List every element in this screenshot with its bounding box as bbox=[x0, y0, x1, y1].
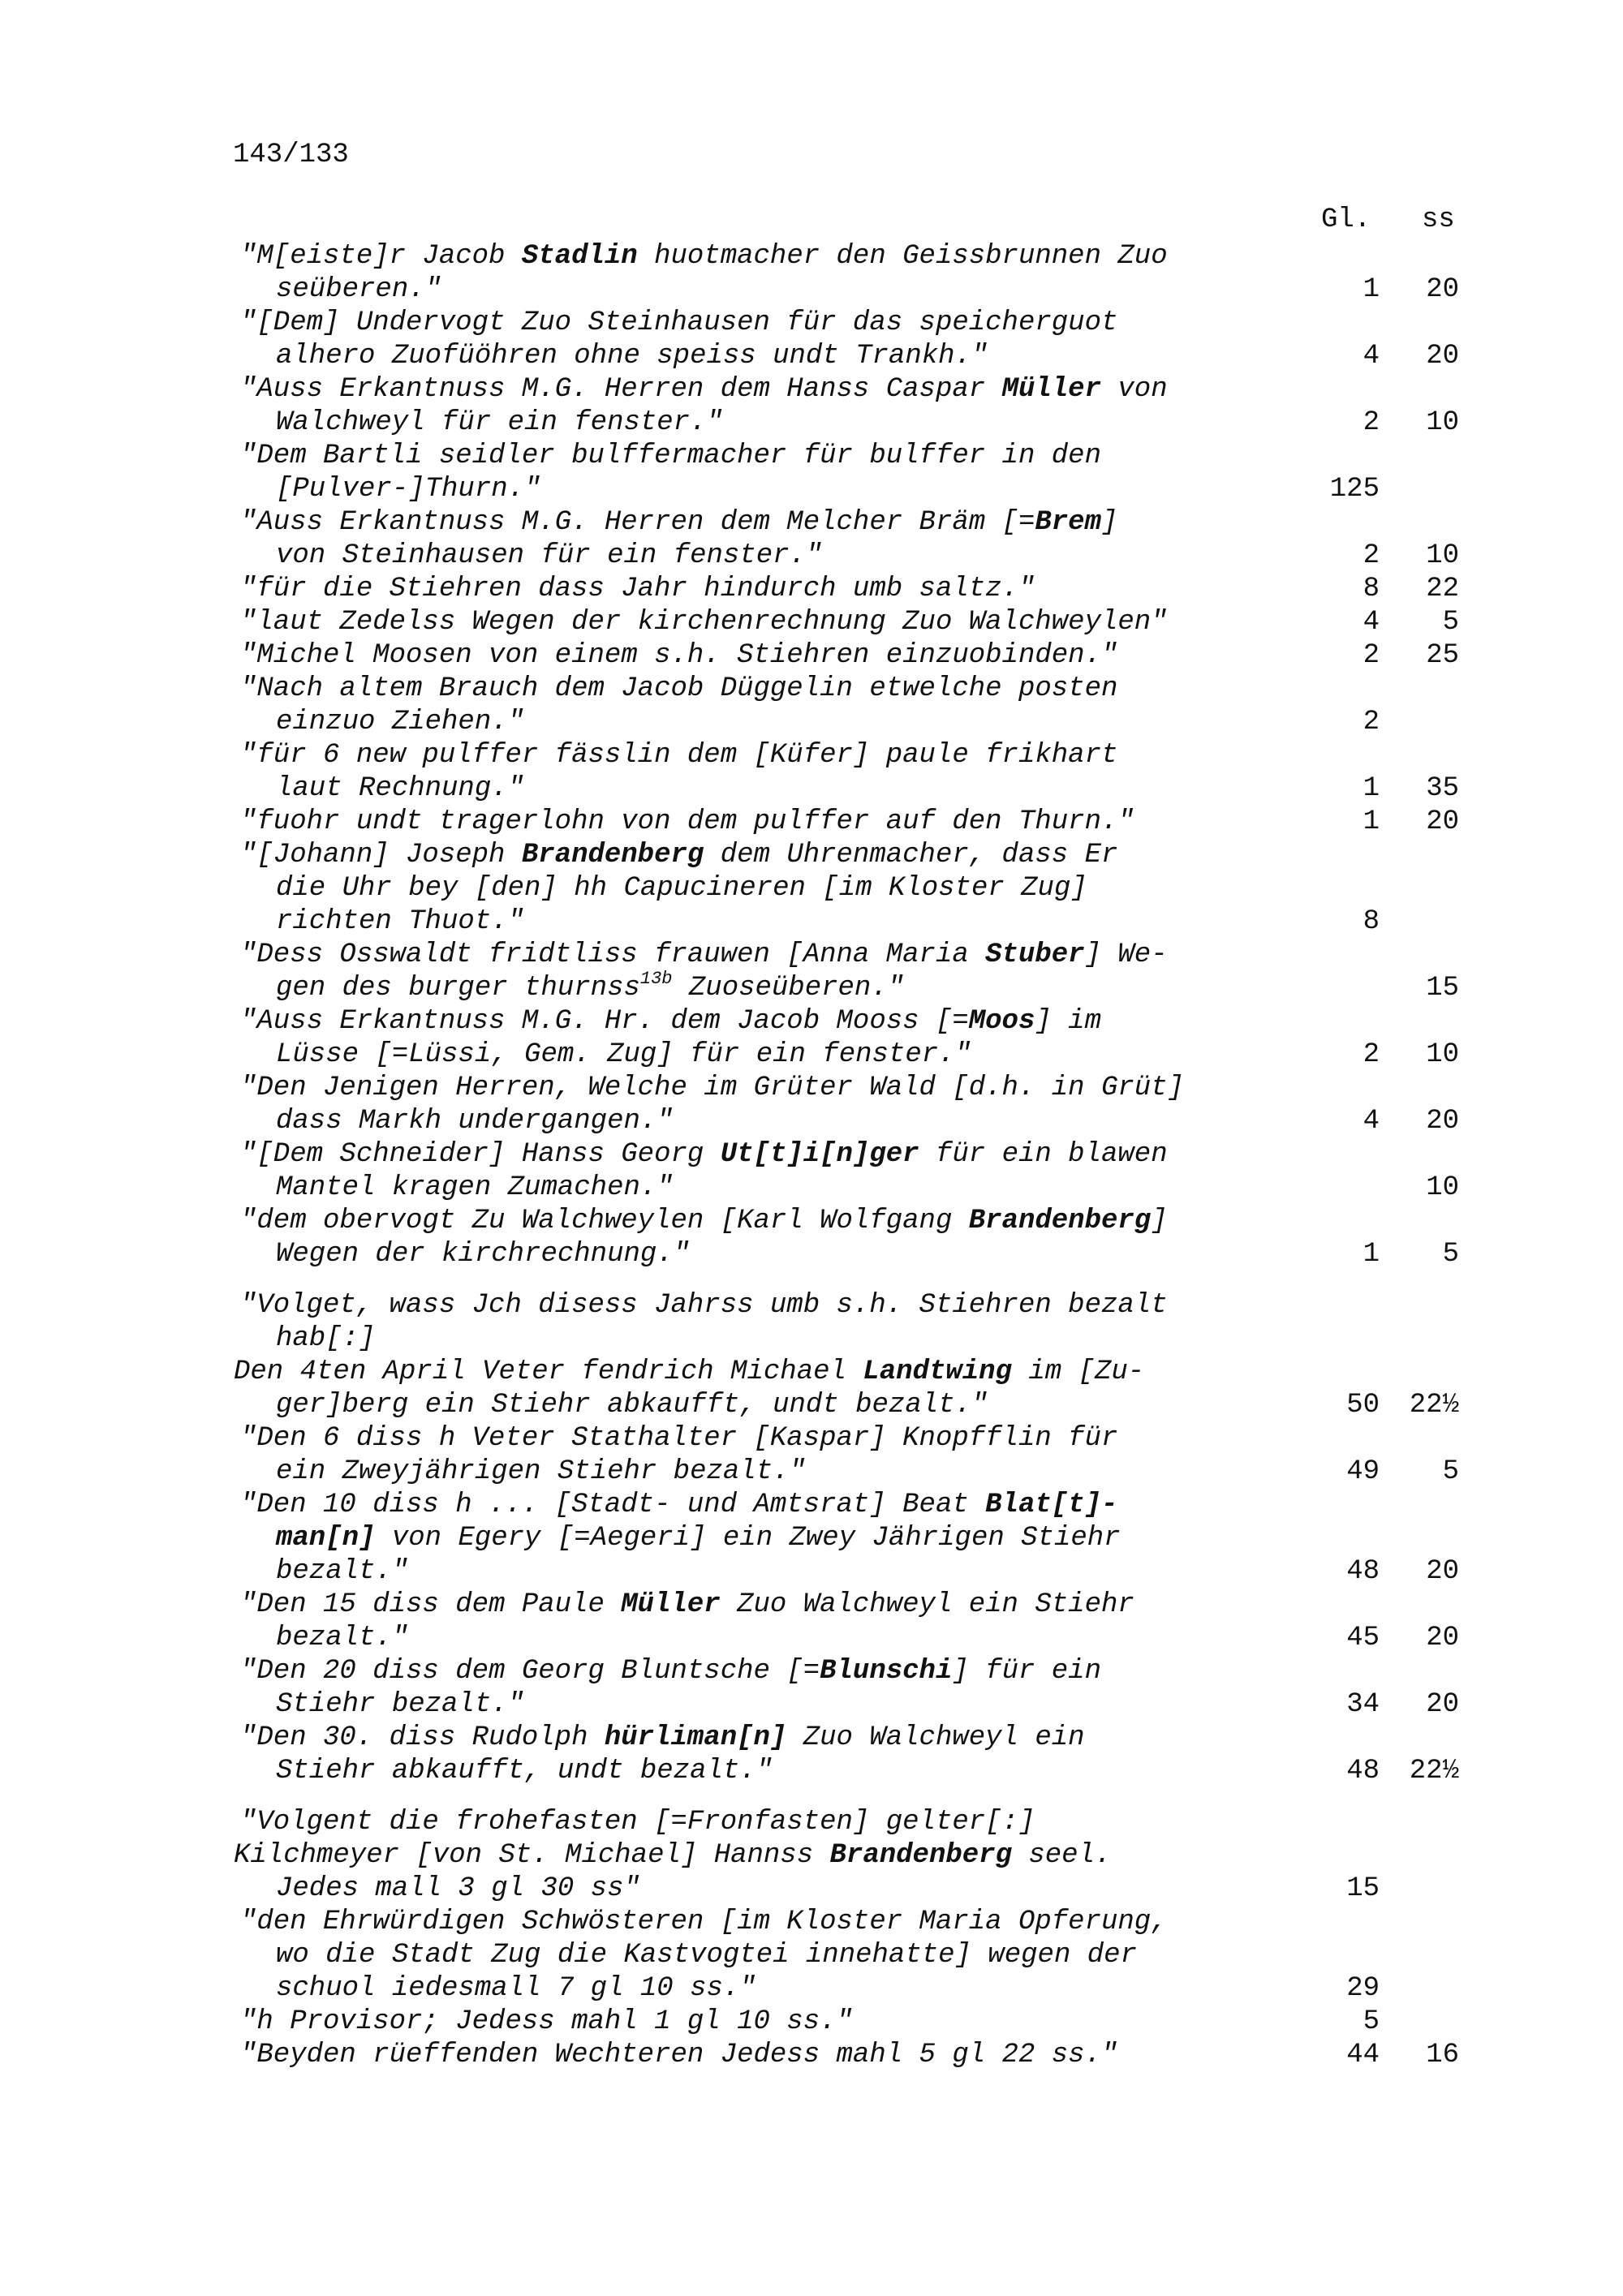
bold-name: Moos bbox=[968, 1006, 1035, 1037]
ledger-line: "Den 15 diss dem Paule Müller Zuo Walchweyl ein Stiehr bbox=[240, 1589, 1134, 1620]
ledger-line: "den Ehrwürdigen Schwösteren [im Kloster Maria Opferung, bbox=[240, 1907, 1168, 1937]
bold-name: Brandenberg bbox=[829, 1840, 1012, 1871]
ledger-line: bezalt." bbox=[276, 1556, 409, 1587]
ledger-line: Den 4ten April Veter fendrich Michael Landtwing im [Zu- bbox=[234, 1357, 1145, 1387]
ledger-line: "Beyden rüeffenden Wechteren Jedess mahl 5 gl 22 ss." bbox=[240, 2040, 1118, 2070]
amount-gulden: 5 bbox=[1363, 2006, 1380, 2037]
amount-schilling: 35 bbox=[1426, 773, 1459, 804]
amount-gulden: 1 bbox=[1363, 806, 1380, 837]
bold-name: Brandenberg bbox=[968, 1206, 1152, 1236]
amount-gulden: 34 bbox=[1346, 1689, 1380, 1720]
ledger-line: "[Dem Schneider] Hanss Georg Ut[t]i[n]ger für ein blawen bbox=[240, 1139, 1168, 1170]
ledger-line: "Volget, wass Jch disess Jahrss umb s.h. Stiehren bezalt bbox=[240, 1290, 1168, 1321]
amount-schilling: 10 bbox=[1426, 1039, 1459, 1070]
ledger-line: "Auss Erkantnuss M.G. Herren dem Hanss Caspar Müller von bbox=[240, 374, 1168, 405]
ledger-line: "Michel Moosen von einem s.h. Stiehren einzuobinden." bbox=[240, 640, 1118, 671]
ledger-line: "fuohr undt tragerlohn von dem pulffer auf den Thurn." bbox=[240, 806, 1134, 837]
amount-gulden: 44 bbox=[1346, 2040, 1380, 2070]
ledger-line: hab[:] bbox=[276, 1323, 376, 1354]
ledger-line: "M[eiste]r Jacob Stadlin huotmacher den Geissbrunnen Zuo bbox=[240, 241, 1168, 272]
amount-gulden: 45 bbox=[1346, 1623, 1380, 1653]
ledger-line: "Dem Bartli seidler bulffermacher für bulffer in den bbox=[240, 441, 1101, 471]
column-header-gulden: Gl. bbox=[1321, 204, 1371, 235]
ledger-line: "für die Stiehren dass Jahr hindurch umb saltz." bbox=[240, 574, 1035, 604]
ledger-line: laut Rechnung." bbox=[276, 773, 525, 804]
amount-schilling: 15 bbox=[1426, 973, 1459, 1004]
ledger-line: "h Provisor; Jedess mahl 1 gl 10 ss." bbox=[240, 2006, 853, 2037]
ledger-line: "Dess Osswaldt fridtliss frauwen [Anna Maria Stuber] We- bbox=[240, 939, 1168, 970]
ledger-line: gen des burger thurnss$^{13b}$ Zuoseüberen." bbox=[276, 969, 905, 1004]
amount-gulden: 48 bbox=[1346, 1556, 1380, 1587]
amount-schilling: 20 bbox=[1426, 1556, 1459, 1587]
amount-schilling: 20 bbox=[1426, 1106, 1459, 1137]
bold-name: Blunschi bbox=[820, 1656, 953, 1687]
column-header-schilling: ss bbox=[1422, 204, 1455, 235]
ledger-line: "[Johann] Joseph Brandenberg dem Uhrenmacher, dass Er bbox=[240, 840, 1118, 871]
bold-name: Brandenberg bbox=[521, 840, 704, 871]
amount-schilling: 16 bbox=[1426, 2040, 1459, 2070]
amount-gulden: 48 bbox=[1346, 1756, 1380, 1786]
ledger-line: man[n] von Egery [=Aegeri] ein Zwey Jährigen Stiehr bbox=[276, 1523, 1121, 1554]
amount-gulden: 2 bbox=[1363, 707, 1380, 737]
amount-gulden: 49 bbox=[1346, 1456, 1380, 1487]
ledger-line: dass Markh undergangen." bbox=[276, 1106, 674, 1137]
ledger-line: "dem obervogt Zu Walchweylen [Karl Wolfgang Brandenberg] bbox=[240, 1206, 1168, 1236]
ledger-line: Jedes mall 3 gl 30 ss" bbox=[276, 1873, 640, 1904]
ledger-line: "[Dem] Undervogt Zuo Steinhausen für das speicherguot bbox=[240, 307, 1118, 338]
ledger-line: "Den 30. diss Rudolph hürliman[n] Zuo Walchweyl ein bbox=[240, 1722, 1085, 1753]
amount-schilling: 20 bbox=[1426, 1623, 1459, 1653]
amount-schilling: 10 bbox=[1426, 407, 1459, 438]
ledger-line: Wegen der kirchrechnung." bbox=[276, 1239, 691, 1270]
ledger-line: ger]berg ein Stiehr abkaufft, undt bezalt." bbox=[276, 1390, 988, 1421]
ledger-line: schuol iedesmall 7 gl 10 ss." bbox=[276, 1973, 756, 2004]
amount-schilling: 5 bbox=[1442, 607, 1459, 638]
amount-gulden: 1 bbox=[1363, 274, 1380, 305]
ledger-line: bezalt." bbox=[276, 1623, 409, 1653]
ledger-line: "laut Zedelss Wegen der kirchenrechnung Zuo Walchweylen" bbox=[240, 607, 1168, 638]
ledger-line: Mantel kragen Zumachen." bbox=[276, 1172, 674, 1203]
page-number: 143/133 bbox=[233, 140, 349, 170]
amount-schilling: 22½ bbox=[1409, 1756, 1459, 1786]
amount-gulden: 29 bbox=[1346, 1973, 1380, 2004]
amount-gulden: 1 bbox=[1363, 1239, 1380, 1270]
ledger-line: wo die Stadt Zug die Kastvogtei innehatte] wegen der bbox=[276, 1940, 1137, 1971]
amount-schilling: 10 bbox=[1426, 540, 1459, 571]
bold-name: Brem bbox=[1035, 507, 1101, 538]
bold-name: Blat[t]- bbox=[985, 1490, 1118, 1520]
amount-schilling: 5 bbox=[1442, 1456, 1459, 1487]
amount-schilling: 22½ bbox=[1409, 1390, 1459, 1421]
amount-gulden: 4 bbox=[1363, 607, 1380, 638]
amount-schilling: 20 bbox=[1426, 806, 1459, 837]
bold-name: Stadlin bbox=[521, 241, 638, 272]
amount-gulden: 4 bbox=[1363, 1106, 1380, 1137]
ledger-line: "Volgent die frohefasten [=Fronfasten] gelter[:] bbox=[240, 1807, 1035, 1838]
ledger-line: "Auss Erkantnuss M.G. Hr. dem Jacob Mooss [=Moos] im bbox=[240, 1006, 1101, 1037]
amount-schilling: 20 bbox=[1426, 274, 1459, 305]
ledger-line: von Steinhausen für ein fenster." bbox=[276, 540, 823, 571]
amount-gulden: 8 bbox=[1363, 574, 1380, 604]
ledger-line: Lüsse [=Lüssi, Gem. Zug] für ein fenster." bbox=[276, 1039, 971, 1070]
ledger-line: "Den 10 diss h ... [Stadt- und Amtsrat] Beat Blat[t]- bbox=[240, 1490, 1118, 1520]
ledger-line: Stiehr abkaufft, undt bezalt." bbox=[276, 1756, 773, 1786]
bold-name: Müller bbox=[621, 1589, 721, 1620]
ledger-line: "Nach altem Brauch dem Jacob Düggelin etwelche posten bbox=[240, 673, 1118, 704]
ledger-line: ein Zweyjährigen Stiehr bezalt." bbox=[276, 1456, 806, 1487]
amount-gulden: 8 bbox=[1363, 906, 1380, 937]
ledger-line: Walchweyl für ein fenster." bbox=[276, 407, 723, 438]
ledger-line: "Den 6 diss h Veter Stathalter [Kaspar] Knopfflin für bbox=[240, 1423, 1118, 1454]
amount-gulden: 2 bbox=[1363, 540, 1380, 571]
bold-name: Landtwing bbox=[863, 1357, 1012, 1387]
bold-name: Stuber bbox=[985, 939, 1085, 970]
ledger-line: "Den 20 diss dem Georg Bluntsche [=Blunschi] für ein bbox=[240, 1656, 1101, 1687]
amount-schilling: 25 bbox=[1426, 640, 1459, 671]
ledger-line: richten Thuot." bbox=[276, 906, 525, 937]
amount-gulden: 2 bbox=[1363, 407, 1380, 438]
ledger-line: Kilchmeyer [von St. Michael] Hannss Brandenberg seel. bbox=[234, 1840, 1112, 1871]
amount-gulden: 15 bbox=[1346, 1873, 1380, 1904]
amount-gulden: 2 bbox=[1363, 640, 1380, 671]
amount-schilling: 10 bbox=[1426, 1172, 1459, 1203]
ledger-line: "Den Jenigen Herren, Welche im Grüter Wald [d.h. in Grüt] bbox=[240, 1073, 1184, 1103]
amount-schilling: 20 bbox=[1426, 1689, 1459, 1720]
amount-gulden: 2 bbox=[1363, 1039, 1380, 1070]
amount-schilling: 22 bbox=[1426, 574, 1459, 604]
ledger-line: einzuo Ziehen." bbox=[276, 707, 525, 737]
amount-schilling: 5 bbox=[1442, 1239, 1459, 1270]
amount-gulden: 1 bbox=[1363, 773, 1380, 804]
footnote-ref: 13b bbox=[639, 969, 673, 989]
ledger-line: alhero Zuofüöhren ohne speiss undt Trankh." bbox=[276, 341, 988, 372]
amount-gulden: 4 bbox=[1363, 341, 1380, 372]
ledger-line: [Pulver-]Thurn." bbox=[276, 474, 541, 505]
ledger-line: die Uhr bey [den] hh Capucineren [im Kloster Zug] bbox=[276, 873, 1087, 904]
bold-name: Müller bbox=[1001, 374, 1101, 405]
amount-schilling: 20 bbox=[1426, 341, 1459, 372]
ledger-line: Stiehr bezalt." bbox=[276, 1689, 525, 1720]
bold-name: man[n] bbox=[276, 1523, 376, 1554]
ledger-line: "für 6 new pulffer fässlin dem [Küfer] paule frikhart bbox=[240, 740, 1118, 771]
bold-name: Ut[t]i[n]ger bbox=[720, 1139, 919, 1170]
amount-gulden: 50 bbox=[1346, 1390, 1380, 1421]
bold-name: hürliman[n] bbox=[604, 1722, 787, 1753]
ledger-line: seüberen." bbox=[276, 274, 442, 305]
amount-gulden: 125 bbox=[1329, 474, 1380, 505]
ledger-line: "Auss Erkantnuss M.G. Herren dem Melcher Bräm [=Brem] bbox=[240, 507, 1118, 538]
